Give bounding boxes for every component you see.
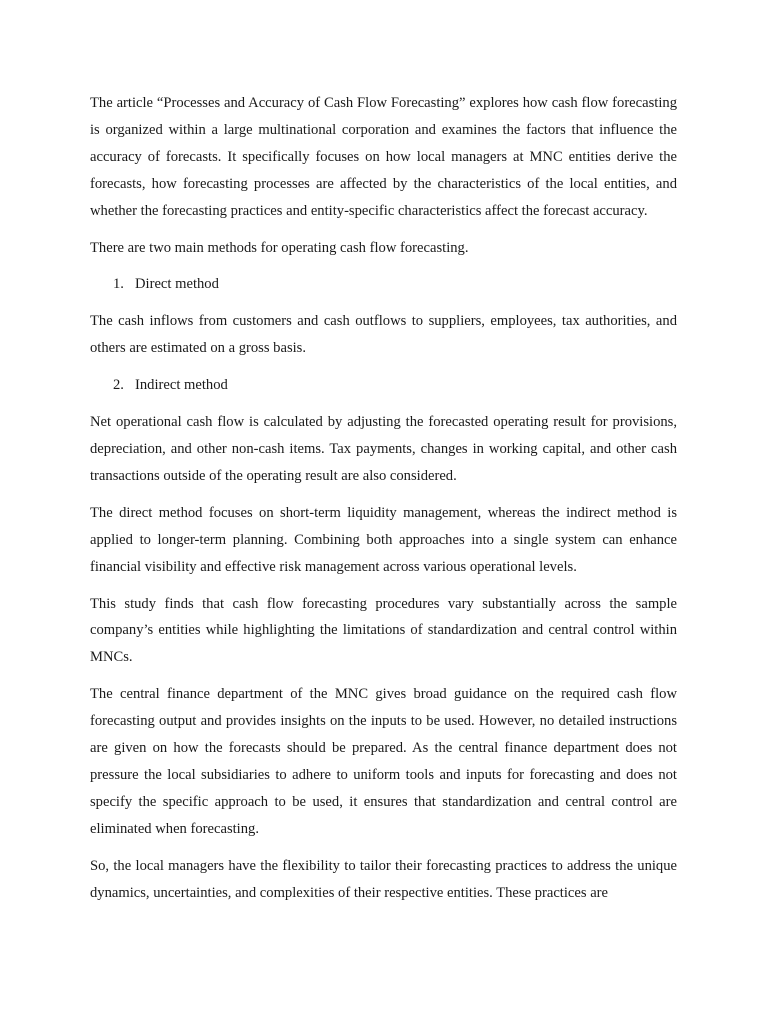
intro-paragraph: The article “Processes and Accuracy of Cash Flow Forecasting” explores how cash flow forecasting is organized within a large multinational corporation and examines the factors that influence the accuracy of forecasts. It specifically focuses on how local managers at MNC entities derive the forecasts, how forecasting processes are affected by the characteristics of the local entities, and whether the forecasting practices and entity-specific characteristics affect the forecast accuracy. [90, 95, 677, 219]
central-finance-paragraph: The central finance department of the MNC gives broad guidance on the required cash flow forecasting output and provides insights on the inputs to be used. However, no detailed instructions are given on how the forecasts should be prepared. As the central finance department does not pressure the local subsidiaries to adhere to uniform tools and inputs for forecasting and does not specify the specific approach to be used, it ensures that standardization and central control are eliminated when forecasting. [90, 686, 677, 837]
direct-method-paragraph: The cash inflows from customers and cash outflows to suppliers, employees, tax authorities, and others are estimated on a gross basis. [90, 313, 677, 357]
list-item-label: Indirect method [135, 377, 228, 394]
study-findings-paragraph: This study finds that cash flow forecasting procedures vary substantially across the sample company’s entities while highlighting the limitations of standardization and central control within MNCs. [90, 595, 677, 666]
list-item-indirect-method [90, 372, 677, 399]
comparison-paragraph: The direct method focuses on short-term liquidity management, whereas the indirect method is applied to longer-term planning. Combining both approaches into a single system can enhance financial visibility and effective risk management across various operational levels. [90, 504, 677, 575]
list-item-label: Direct method [135, 276, 219, 293]
methods-intro-paragraph: There are two main methods for operating cash flow forecasting. [90, 239, 469, 256]
list-item-direct-method [90, 271, 677, 298]
indirect-method-paragraph: Net operational cash flow is calculated by adjusting the forecasted operating result for provisions, depreciation, and other non-cash items. Tax payments, changes in working capital, and other cash transactions outside of the operating result are also considered. [90, 414, 677, 484]
local-managers-paragraph: So, the local managers have the flexibility to tailor their forecasting practices to address the unique dynamics, uncertainties, and complexities of their respective entities. These practices are [90, 857, 677, 901]
list-number: 2. [113, 377, 124, 394]
document-page [90, 90, 677, 916]
list-number: 1. [113, 276, 124, 293]
